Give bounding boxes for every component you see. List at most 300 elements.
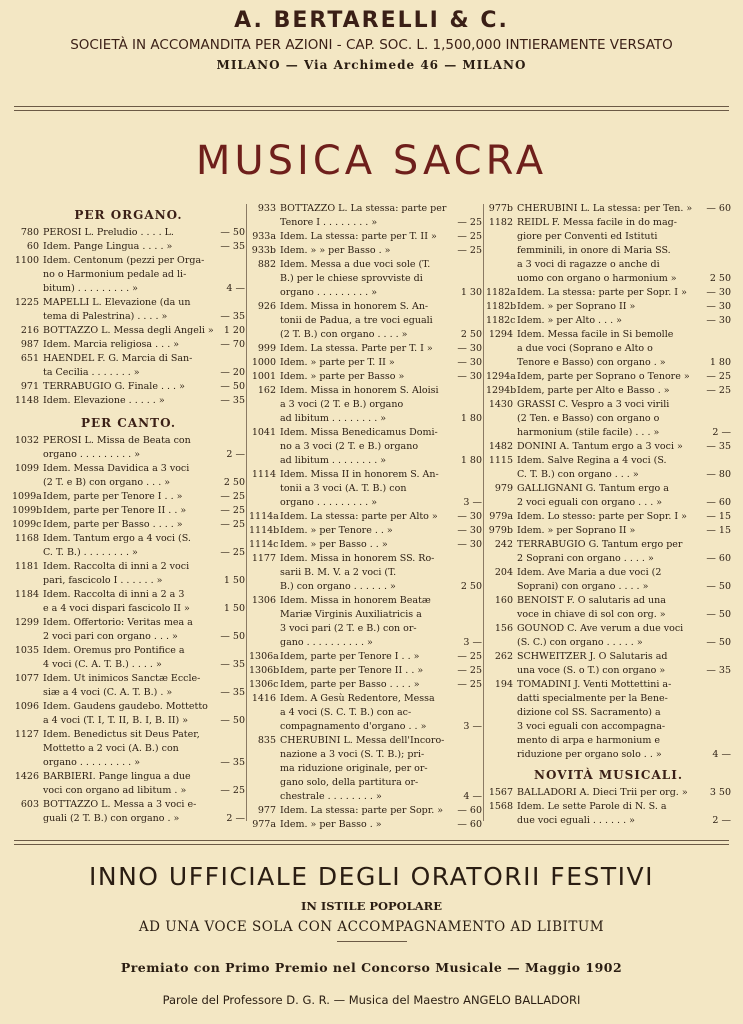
entry-price: — 30 <box>457 525 482 536</box>
entry-description: Idem. Marcia religiosa . . . » <box>43 339 180 350</box>
entry-description: BOTTAZZO L. Messa degli Angeli » <box>43 325 214 336</box>
catalog-entry <box>249 650 482 664</box>
entry-price: — 25 <box>220 505 245 516</box>
section-heading-organo: PER ORGANO. <box>74 208 183 222</box>
catalog-entry <box>249 468 482 510</box>
entry-number: 1426 <box>14 771 39 782</box>
entry-description: Idem. » parte per T. II » <box>280 357 395 368</box>
entry-description: BOTTAZZO L. Messa a 3 voci e- guali (2 T. B.) con organo . » <box>43 799 197 824</box>
entry-price: — 35 <box>220 395 245 406</box>
entry-price: — 30 <box>457 357 482 368</box>
entry-description: PEROSI L. Missa de Beata con organo . . . . . . . . . » <box>43 435 191 460</box>
entry-number: 1306c <box>249 679 279 690</box>
column-3-list <box>486 202 731 762</box>
hymn-style: IN ISTILE POPOLARE <box>300 899 443 913</box>
entry-price: 2 50 <box>709 273 731 284</box>
catalog-entry <box>12 798 245 826</box>
entry-description: GALLIGNANI G. Tantum ergo a 2 voci eguali con organo . . . » <box>517 483 669 508</box>
entry-description: Idem. Lo stesso: parte per Sopr. I » <box>517 511 687 522</box>
entry-number: 1077 <box>14 673 39 684</box>
catalog-entry <box>249 384 482 426</box>
entry-number: 156 <box>494 623 513 634</box>
entry-number: 1001 <box>251 371 276 382</box>
entry-price: — 25 <box>457 245 482 256</box>
entry-description: Idem. » per Soprano II » <box>517 301 636 312</box>
entry-number: 1182b <box>486 301 517 312</box>
entry-price: — 35 <box>706 665 731 676</box>
catalog-entry <box>249 552 482 594</box>
entry-number: 1099 <box>14 463 39 474</box>
entry-description: Idem, parte per Soprano o Tenore » <box>517 371 690 382</box>
small-divider <box>337 941 407 942</box>
catalog-entry <box>12 226 245 240</box>
company-description: SOCIETÀ IN ACCOMANDITA PER AZIONI - CAP. SOC. L. 1,500,000 INTIERAMENTE VERSATO <box>70 37 673 53</box>
catalog-entry <box>12 352 245 380</box>
entry-number: 933b <box>251 245 276 256</box>
entry-number: 1299 <box>14 617 39 628</box>
catalog-entry <box>486 314 731 328</box>
catalog-entry <box>12 490 245 504</box>
catalog-entry <box>486 482 731 510</box>
catalog-entry <box>249 300 482 342</box>
catalog-entry <box>486 384 731 398</box>
catalog-entry <box>486 286 731 300</box>
hymn-voice: AD UNA VOCE SOLA CON ACCOMPAGNAMENTO AD LIBITUM <box>138 919 605 935</box>
entry-description: DONINI A. Tantum ergo a 3 voci » <box>517 441 683 452</box>
organo-list <box>12 226 245 408</box>
entry-number: 1568 <box>488 801 513 812</box>
entry-price: — 30 <box>457 343 482 354</box>
catalog-entry <box>249 594 482 650</box>
entry-price: — 30 <box>457 371 482 382</box>
entry-price: — 25 <box>706 371 731 382</box>
entry-price: — 30 <box>706 287 731 298</box>
entry-price: 4 — <box>226 283 245 294</box>
entry-number: 1127 <box>14 729 39 740</box>
catalog-entry <box>486 524 731 538</box>
entry-description: Idem. » per Tenore . . » <box>280 525 393 536</box>
entry-number: 1294b <box>486 385 517 396</box>
entry-price: — 60 <box>706 497 731 508</box>
entry-price: 1 80 <box>709 357 731 368</box>
entry-price: — 50 <box>706 609 731 620</box>
entry-number: 160 <box>494 595 513 606</box>
entry-description: Idem. La stessa. Parte per T. I » <box>280 343 433 354</box>
credits-line: Parole del Professore D. G. R. — Musica del Maestro ANGELO BALLADORI <box>162 993 581 1007</box>
entry-number: 1182 <box>488 217 513 228</box>
catalog-entry <box>12 504 245 518</box>
entry-number: 977a <box>252 819 276 830</box>
entry-description: PEROSI L. Preludio . . . . L. <box>43 227 174 238</box>
entry-description: BOTTAZZO L. La stessa: parte per Tenore I . . . . . . . . » <box>280 203 447 228</box>
entry-description: Idem. Raccolta di inni a 2 a 3 e a 4 voci dispari fascicolo II » <box>43 589 190 614</box>
catalog-entry <box>486 398 731 440</box>
entry-number: 882 <box>257 259 276 270</box>
entry-description: Idem. Salve Regina a 4 voci (S. C. T. B.) con organo . . . » <box>517 455 667 480</box>
catalog-entry <box>12 462 245 490</box>
entry-number: 1181 <box>14 561 39 572</box>
entry-price: — 25 <box>220 785 245 796</box>
catalog-entry <box>12 518 245 532</box>
entry-description: SCHWEITZER J. O Salutaris ad una voce (S. o T.) con organo » <box>517 651 668 676</box>
canto-list <box>12 434 245 826</box>
entry-number: 1182a <box>486 287 516 298</box>
catalog-entry <box>249 524 482 538</box>
entry-number: 603 <box>20 799 39 810</box>
entry-description: Idem. Messa Davidica a 3 voci (2 T. e B) con organo . . . » <box>43 463 190 488</box>
entry-number: 1114c <box>249 539 279 550</box>
catalog-entry <box>486 800 731 828</box>
entry-description: GOUNOD C. Ave verum a due voci (S. C.) con organo . . . . . » <box>517 623 684 648</box>
entry-number: 926 <box>257 301 276 312</box>
entry-number: 979b <box>488 525 513 536</box>
catalog-entry <box>486 622 731 650</box>
catalog-entry <box>486 650 731 678</box>
entry-number: 204 <box>494 567 513 578</box>
entry-description: Idem. Ut inimicos Sanctæ Eccle- siæ a 4 voci (C. A. T. B.) . » <box>43 673 201 698</box>
catalog-entry <box>486 786 731 800</box>
entry-description: TOMADINI J. Venti Mottettini a- datti specialmente per la Bene- dizione col SS. Sacramento) a 3 voci eguali con accompagna- mento di arpa e harmonium e riduzione per organo solo . . » <box>517 679 672 760</box>
column-3 <box>486 202 731 828</box>
catalog-entry <box>12 588 245 616</box>
entry-number: 651 <box>20 353 39 364</box>
entry-description: Idem. » per Basso . . » <box>280 539 388 550</box>
entry-price: — 50 <box>706 637 731 648</box>
catalog-entry <box>249 342 482 356</box>
section-heading-canto: PER CANTO. <box>80 416 176 430</box>
entry-price: — 60 <box>457 819 482 830</box>
entry-description: Idem. Gaudens gaudebo. Mottetto a 4 voci (T. I, T. II, B. I, B. II) » <box>43 701 208 726</box>
catalog-entry <box>486 566 731 594</box>
entry-price: 1 50 <box>223 575 245 586</box>
entry-description: Idem. Elevazione . . . . . » <box>43 395 165 406</box>
catalog-entry <box>249 510 482 524</box>
entry-price: 1 20 <box>223 325 245 336</box>
entry-number: 1567 <box>488 787 513 798</box>
entry-number: 60 <box>26 241 39 252</box>
catalog-entry <box>12 560 245 588</box>
entry-price: — 35 <box>220 311 245 322</box>
catalog-entry <box>12 434 245 462</box>
column-2 <box>249 202 482 832</box>
entry-price: — 25 <box>457 231 482 242</box>
entry-price: 3 — <box>463 721 482 732</box>
entry-description: Idem. Raccolta di inni a 2 voci pari, fascicolo I . . . . . . » <box>43 561 190 586</box>
catalog-entry <box>12 728 245 770</box>
entry-price: — 35 <box>220 757 245 768</box>
entry-price: — 50 <box>706 581 731 592</box>
entry-number: 1114b <box>249 525 280 536</box>
entry-price: 4 — <box>712 749 731 760</box>
entry-price: — 35 <box>220 687 245 698</box>
entry-description: TERRABUGIO G. Finale . . . » <box>43 381 185 392</box>
entry-price: 1 80 <box>460 455 482 466</box>
entry-description: Idem, parte per Tenore II . . » <box>280 665 424 676</box>
entry-description: Idem. Missa Benedicamus Domi- no a 3 voci (2 T. e B.) organo ad libitum . . . . . . . . » <box>280 427 438 466</box>
catalog-entry <box>249 202 482 230</box>
entry-number: 262 <box>494 651 513 662</box>
publisher-address: MILANO — Via Archimede 46 — MILANO <box>216 58 527 72</box>
catalog-entry <box>486 678 731 762</box>
entry-description: GRASSI C. Vespro a 3 voci virili (2 Ten. e Basso) con organo o harmonium (stile facile) . . . » <box>517 399 670 438</box>
catalog-entry <box>249 370 482 384</box>
catalog-entry <box>249 678 482 692</box>
entry-price: 2 — <box>712 427 731 438</box>
catalog-entry <box>486 216 731 286</box>
entry-price: — 50 <box>220 381 245 392</box>
entry-price: — 30 <box>706 301 731 312</box>
entry-price: — 30 <box>457 539 482 550</box>
entry-price: — 25 <box>220 547 245 558</box>
entry-price: — 60 <box>457 805 482 816</box>
entry-price: — 15 <box>706 511 731 522</box>
entry-description: BALLADORI A. Dieci Trii per org. » <box>517 787 688 798</box>
catalog-entry <box>249 664 482 678</box>
catalog-entry <box>249 692 482 734</box>
entry-description: Idem. A Gesù Redentore, Messa a 4 voci (S. C. T. B.) con ac- compagnamento d'organo . . » <box>280 693 435 732</box>
entry-description: Idem, parte per Tenore I . . » <box>280 651 420 662</box>
catalog-entry <box>249 804 482 818</box>
catalog-entry <box>12 770 245 798</box>
entry-price: — 30 <box>457 511 482 522</box>
entry-number: 987 <box>20 339 39 350</box>
entry-price: — 25 <box>457 651 482 662</box>
catalog-entry <box>486 202 731 216</box>
entry-description: Idem. » parte per Basso » <box>280 371 405 382</box>
entry-description: Idem. Missa II in honorem S. An- tonii a 3 voci (A. T. B.) con organo . . . . . . . . . » <box>280 469 439 508</box>
entry-price: — 60 <box>706 203 731 214</box>
entry-number: 1148 <box>14 395 39 406</box>
entry-number: 999 <box>257 343 276 354</box>
page-title: MUSICA SACRA <box>195 138 548 184</box>
catalog-entry <box>12 324 245 338</box>
entry-description: Idem, parte per Basso . . . . » <box>43 519 183 530</box>
award-line: Premiato con Primo Premio nel Concorso Musicale — Maggio 1902 <box>120 960 623 975</box>
entry-description: Idem. » per Alto . . . » <box>517 315 622 326</box>
catalog-entry <box>486 300 731 314</box>
entry-number: 1096 <box>14 701 39 712</box>
entry-number: 1035 <box>14 645 39 656</box>
entry-description: REIDL F. Messa facile in do mag- giore per Conventi ed Istituti femminili, in onore di Maria SS. a 3 voci di ragazze o anche di uomo con organo o harmonium » <box>517 217 677 284</box>
catalog-entry <box>486 440 731 454</box>
entry-description: Idem. Missa in honorem SS. Ro- sarii B. M. V. a 2 voci (T. B.) con organo . . . . . . » <box>280 553 435 592</box>
publisher-name: A. BERTARELLI & C. <box>234 8 509 33</box>
entry-description: TERRABUGIO G. Tantum ergo per 2 Soprani con organo . . . . » <box>517 539 683 564</box>
entry-description: Idem. » per Basso . » <box>280 819 382 830</box>
entry-number: 1177 <box>251 553 276 564</box>
entry-description: Idem. Missa in honorem Beatæ Mariæ Virginis Auxiliatricis a 3 voci pari (2 T. e B.) con or- gano . . . . . . . . . . » <box>280 595 431 648</box>
catalog-entry <box>249 230 482 244</box>
catalog-entry <box>12 296 245 324</box>
entry-description: HAENDEL F. G. Marcia di San- ta Cecilia . . . . . . . » <box>43 353 193 378</box>
entry-number: 1482 <box>488 441 513 452</box>
entry-price: 2 — <box>226 449 245 460</box>
entry-description: BARBIERI. Pange lingua a due voci con organo ad libitum . » <box>43 771 191 796</box>
entry-number: 1430 <box>488 399 513 410</box>
entry-number: 1306b <box>249 665 280 676</box>
entry-number: 977b <box>488 203 513 214</box>
entry-price: 2 50 <box>460 581 482 592</box>
entry-price: — 35 <box>220 659 245 670</box>
catalog-entry <box>486 538 731 566</box>
entry-number: 1041 <box>251 427 276 438</box>
entry-number: 162 <box>257 385 276 396</box>
entry-number: 1168 <box>14 533 39 544</box>
entry-number: 1114a <box>249 511 279 522</box>
entry-description: Idem, parte per Basso . . . . » <box>280 679 420 690</box>
entry-price: — 50 <box>220 227 245 238</box>
entry-number: 1306 <box>251 595 276 606</box>
entry-price: — 20 <box>220 367 245 378</box>
entry-number: 1114 <box>251 469 276 480</box>
entry-price: 4 — <box>463 791 482 802</box>
catalog-entry <box>486 328 731 370</box>
entry-number: 1182c <box>486 315 516 326</box>
catalog-entry <box>12 616 245 644</box>
entry-description: Idem. » » per Basso . » <box>280 245 391 256</box>
entry-number: 835 <box>257 735 276 746</box>
entry-description: Idem. Missa in honorem S. An- tonii de Padua, a tre voci eguali (2 T. B.) con organo . . . . » <box>280 301 433 340</box>
entry-price: — 30 <box>706 315 731 326</box>
column-divider-2 <box>483 204 484 821</box>
entry-price: 2 — <box>226 813 245 824</box>
entry-price: 3 — <box>463 497 482 508</box>
novita-list <box>486 786 731 828</box>
entry-description: Idem. Le sette Parole di N. S. a due voci eguali . . . . . . » <box>517 801 667 826</box>
entry-number: 1100 <box>14 255 39 266</box>
entry-price: — 25 <box>220 519 245 530</box>
catalog-entry <box>12 700 245 728</box>
entry-number: 1115 <box>488 455 513 466</box>
catalog-entry <box>486 370 731 384</box>
entry-price: 2 — <box>712 815 731 826</box>
top-divider <box>14 106 729 111</box>
entry-price: — 80 <box>706 469 731 480</box>
entry-price: — 35 <box>220 241 245 252</box>
catalog-entry <box>12 254 245 296</box>
entry-number: 1032 <box>14 435 39 446</box>
catalog-entry <box>249 244 482 258</box>
entry-price: — 60 <box>706 553 731 564</box>
entry-number: 933 <box>257 203 276 214</box>
entry-description: Idem, parte per Tenore II . . » <box>43 505 187 516</box>
entry-price: — 25 <box>220 491 245 502</box>
entry-price: 3 — <box>463 637 482 648</box>
entry-number: 1000 <box>251 357 276 368</box>
entry-number: 1306a <box>249 651 279 662</box>
entry-price: — 25 <box>706 385 731 396</box>
entry-number: 1099a <box>12 491 42 502</box>
catalog-entry <box>12 380 245 394</box>
entry-price: — 25 <box>457 679 482 690</box>
entry-price: 1 80 <box>460 413 482 424</box>
catalog-entry <box>486 510 731 524</box>
entry-description: Idem. La stessa: parte per Sopr. I » <box>517 287 687 298</box>
entry-description: MAPELLI L. Elevazione (da un tema di Palestrina) . . . . » <box>43 297 191 322</box>
entry-description: Idem. Messa a due voci sole (T. B.) per le chiese sprovviste di organo . . . . . . . . . » <box>280 259 431 298</box>
entry-price: 1 50 <box>223 603 245 614</box>
catalog-entry <box>12 240 245 254</box>
section-heading-novita: NOVITÀ MUSICALI. <box>533 768 683 782</box>
catalog-entry <box>249 538 482 552</box>
catalog-entry <box>12 532 245 560</box>
catalog-entry <box>249 258 482 300</box>
entry-number: 933a <box>252 231 276 242</box>
entry-description: CHERUBINI L. Messa dell'Incoro- nazione a 3 voci (S. T. B.); pri- ma riduzione originale, per or- gano solo, della partitura or- chestrale . . . . . . . . » <box>280 735 445 802</box>
entry-price: 3 50 <box>709 787 731 798</box>
entry-number: 1099b <box>12 505 43 516</box>
entry-description: Idem. La stessa: parte per Alto » <box>280 511 438 522</box>
catalog-entry <box>12 338 245 352</box>
hymn-title: INNO UFFICIALE DEGLI ORATORII FESTIVI <box>89 862 654 891</box>
entry-number: 979 <box>494 483 513 494</box>
catalog-entry <box>12 644 245 672</box>
entry-number: 1294a <box>486 371 516 382</box>
entry-description: Idem. Offertorio: Veritas mea a 2 voci pari con organo . . . » <box>43 617 193 642</box>
entry-description: BENOIST F. O salutaris ad una voce in chiave di sol con org. » <box>517 595 666 620</box>
entry-number: 977 <box>257 805 276 816</box>
entry-price: — 25 <box>457 217 482 228</box>
entry-price: 2 50 <box>460 329 482 340</box>
entry-description: Idem, parte per Tenore I . . » <box>43 491 183 502</box>
entry-description: Idem. » per Soprano II » <box>517 525 636 536</box>
entry-number: 242 <box>494 539 513 550</box>
catalog-entry <box>486 594 731 622</box>
entry-description: Idem. La stessa: parte per Sopr. » <box>280 805 444 816</box>
entry-price: — 50 <box>220 715 245 726</box>
entry-description: Idem. Benedictus sit Deus Pater, Mottetto a 2 voci (A. B.) con organo . . . . . . . . . » <box>43 729 200 768</box>
column-divider-1 <box>246 204 247 821</box>
entry-description: Idem. Oremus pro Pontifice a 4 voci (C. A. T. B.) . . . . » <box>43 645 185 670</box>
entry-description: Idem. Messa facile in Si bemolle a due voci (Soprano e Alto o Tenore e Basso) con organo . » <box>517 329 674 368</box>
entry-description: Idem, parte per Alto e Basso . » <box>517 385 670 396</box>
entry-number: 1225 <box>14 297 39 308</box>
entry-price: — 15 <box>706 525 731 536</box>
bottom-divider <box>14 840 729 845</box>
header <box>0 8 743 72</box>
catalog-entry <box>12 394 245 408</box>
entry-description: Idem. Ave Maria a due voci (2 Soprani) con organo . . . . » <box>517 567 662 592</box>
catalog-entry <box>486 454 731 482</box>
entry-number: 780 <box>20 227 39 238</box>
entry-description: Idem. Missa in honorem S. Aloisi a 3 voci (2 T. e B.) organo ad libitum . . . . . . . . » <box>280 385 439 424</box>
catalog-entry <box>249 734 482 804</box>
catalog-entry <box>249 356 482 370</box>
entry-number: 1184 <box>14 589 39 600</box>
hymn-announcement <box>0 862 743 1007</box>
entry-description: Idem. Tantum ergo a 4 voci (S. C. T. B.) . . . . . . . . » <box>43 533 191 558</box>
catalog-entry <box>12 672 245 700</box>
entry-number: 194 <box>494 679 513 690</box>
entry-price: — 25 <box>457 665 482 676</box>
entry-price: 2 50 <box>223 477 245 488</box>
column-1 <box>12 202 245 826</box>
entry-description: Idem. Centonum (pezzi per Orga- no o Harmonium pedale ad li- bitum) . . . . . . . . . » <box>43 255 205 294</box>
catalog-entry <box>249 426 482 468</box>
entry-number: 979a <box>489 511 513 522</box>
entry-number: 1099c <box>12 519 42 530</box>
entry-number: 971 <box>20 381 39 392</box>
entry-number: 1416 <box>251 693 276 704</box>
column-2-list <box>249 202 482 832</box>
entry-description: CHERUBINI L. La stessa: per Ten. » <box>517 203 693 214</box>
entry-price: — 50 <box>220 631 245 642</box>
entry-price: 1 30 <box>460 287 482 298</box>
entry-price: — 70 <box>220 339 245 350</box>
entry-description: Idem. La stessa: parte per T. II » <box>280 231 437 242</box>
entry-number: 216 <box>20 325 39 336</box>
catalog-entry <box>249 818 482 832</box>
